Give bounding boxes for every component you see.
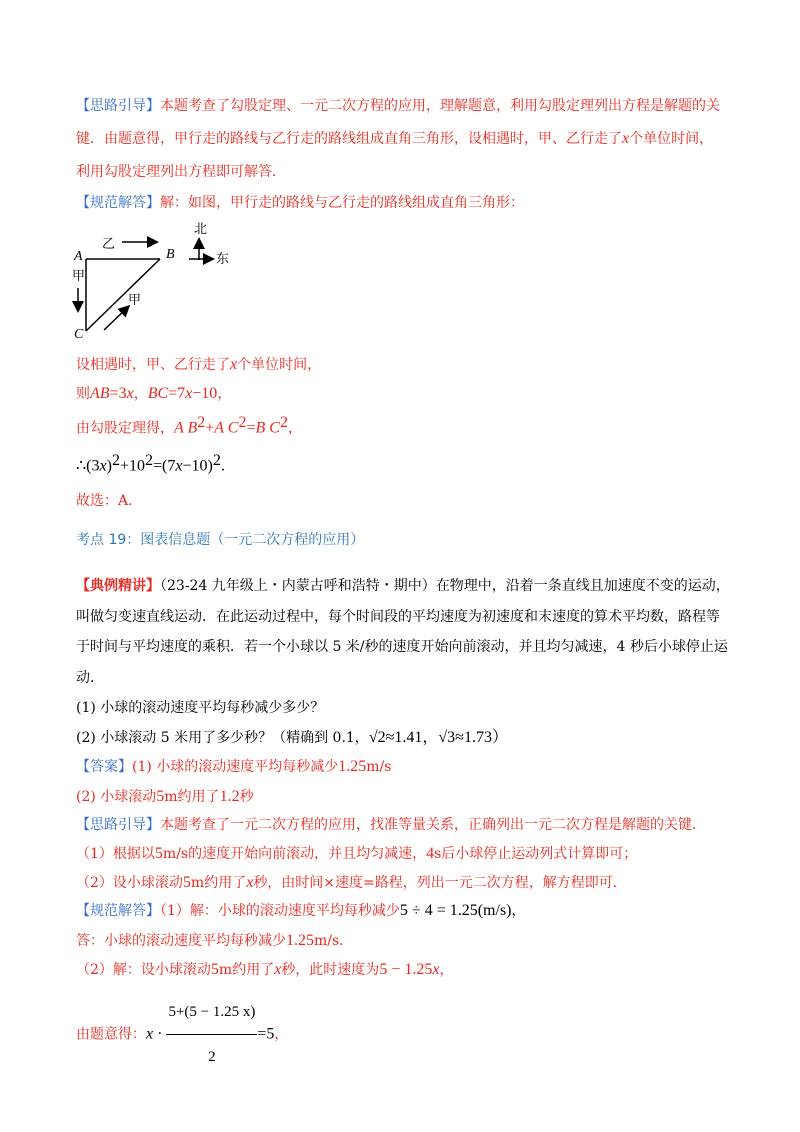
text: 本题考查了一元二次方程的应用，找准等量关系，正确列出一元二次方程是解题的关键． [160,817,706,833]
math-ab: AB [90,385,110,402]
math: =(7 [152,457,176,475]
superscript: 2 [144,452,153,469]
text: 答：小球的滚动速度平均每秒减少 [76,933,286,949]
superscript: 2 [279,414,288,431]
example-line1 [76,576,730,596]
hint1-line3 [76,162,286,182]
example-line4: 动． [76,670,104,686]
text: ， [274,1026,289,1043]
example-source: （23-24 九年级上・内蒙古呼和浩特・期中） [160,578,436,594]
text: m约用了 [164,789,220,805]
math: 5 [156,788,165,805]
math: A C [214,419,239,437]
route-jia-left-label: 甲 [72,269,86,284]
solution1-intro-line [76,193,524,213]
math: A B [174,419,198,437]
text: 秒，由时间×速度=路程，列出一元二次方程，解方程即可． [253,875,627,891]
hint2-tag: 【思路引导】 [76,817,160,833]
math: 5 [210,961,219,978]
answer-text: 故选：A． [76,493,143,509]
text: 秒 [239,789,254,805]
math: B C [255,419,280,437]
route-yi-label: 乙 [102,237,116,252]
math: ∴(3 [76,457,100,475]
var-x: x [274,961,282,978]
solution2-line2 [76,931,353,951]
text: m约用了 [218,962,275,978]
text: （2）解：设小球滚动 [76,962,211,978]
example-line2: 叫做匀变速直线运动．在此运动过程中，每个时间段的平均速度为初速度和末速度的算术平均数，路程等 [76,609,720,625]
text: 由勾股定理得， [76,420,174,437]
vertex-b: B [166,247,175,262]
var-x: x [175,457,183,475]
math: = [246,419,256,437]
hint2-line3 [76,873,627,893]
text: 秒，此时速度为 [281,962,380,978]
text: m/s的速度开始向前滚动，并且均匀减速， [162,846,427,862]
hint1-line2 [76,129,713,149]
hint1-tag: 【思路引导】 [76,98,160,114]
math: =7 [168,385,186,402]
solution1-tag: 【规范解答】 [76,195,160,211]
vertex-c: C [74,327,84,342]
math: 5 ÷ 4 = 1.25 [399,902,478,919]
answer-line2 [76,787,254,807]
math: ) [106,457,112,475]
hint1-text3: 利用勾股定理列出方程即可解答． [76,164,286,180]
text: m/s [366,759,392,775]
var-x: x [230,356,238,373]
question-1: (1) 小球的滚动速度平均每秒减少多少？ [76,700,325,716]
text: （2）设小球滚动 [76,875,183,891]
var-x: x [146,1025,154,1043]
math: 5 [154,845,163,862]
var-x: x [99,457,107,475]
text: m/s． [314,933,354,949]
text: ， [287,420,302,437]
text: s后小球停止运动列式计算即可； [434,846,638,862]
example-tag: 【典例精讲】 [76,578,160,594]
hint1-text2a: 键．由题意得，甲行走的路线与乙行走的路线组成直角三角形，设相遇时，甲、乙行走了 [76,131,622,147]
math-bc: BC [147,385,169,402]
var-x: x [432,961,440,978]
text: ， [217,386,232,402]
question-2 [76,728,508,748]
text: ． [220,458,235,475]
math: −10) [182,457,213,475]
math: 1.25 [286,932,314,949]
math: + [205,419,215,437]
superscript: 2 [238,414,247,431]
hint1-var-x: x [622,130,630,147]
math: · [153,1025,167,1043]
text: ， [439,962,454,978]
math: +10 [119,457,145,475]
math: 1.25 [338,758,367,775]
hint2-line2 [76,844,637,864]
solution2-line4 [76,990,288,1079]
math: 5 [182,874,191,891]
math: 4 [426,845,435,862]
text: (2) 小球滚动 5 米用了多少秒？（精确到 0.1， [76,730,369,746]
solution1-line1 [76,355,321,375]
text: （1）解：小球的滚动速度平均每秒减少 [160,903,400,919]
side-bc [86,259,160,331]
solution2-tag: 【规范解答】 [76,903,160,919]
solution1-intro: 解：如图，甲行走的路线与乙行走的路线组成直角三角形： [160,195,524,211]
vertex-a: A [74,249,83,264]
solution1-line3 [76,413,302,439]
solution1-line2 [76,384,231,404]
text: (2) 小球滚动 [76,789,157,805]
text: 由题意得： [76,1026,146,1043]
math: (m/s) [477,902,512,919]
text: m约用了 [190,875,247,891]
math: =3 [109,385,127,402]
answer-tag: 【答案】 [76,759,132,775]
triangle-route-figure [70,218,270,348]
math: √2≈1.41，√3≈1.73） [368,729,508,746]
math: 5 − 1.25 [379,961,433,978]
route-jia-diag-label: 甲 [128,293,142,308]
text: 则 [76,386,90,402]
text: ， [511,903,526,919]
math: 1.2 [219,788,240,805]
solution1-answer [76,491,142,511]
example-line3: 于时间与平均速度的乘积．若一个小球以 5 米/秒的速度开始向前滚动，并且均匀减速，4 秒后小球停止运 [76,639,728,655]
hint2-line1 [76,815,706,835]
superscript: 2 [197,414,206,431]
var-x: x [246,874,254,891]
hint1-line1 [76,96,720,116]
fraction [166,990,257,1079]
text: （1）根据以 [76,846,155,862]
text: 设相遇时，甲、乙行走了 [76,357,230,373]
text: ， [133,386,148,402]
var-x: x [126,385,134,402]
fraction-denominator: 2 [208,1049,216,1065]
topic-heading: 考点 19：图表信息题（一元二次方程的应用） [76,532,365,548]
north-label: 北 [194,222,208,237]
east-label: 东 [216,252,230,267]
math: −10 [192,385,218,402]
text: 个单位时间， [237,357,322,373]
solution2-line1 [76,901,526,921]
math: =5 [257,1025,275,1043]
text: 在物理中，沿着一条直线且加速度不变的运动， [435,578,730,594]
var-x: x [185,385,193,402]
hint1-text2b: 个单位时间， [629,131,714,147]
answer-line1 [76,757,391,777]
hint1-text1: 本题考查了勾股定理、一元二次方程的应用，理解题意，利用勾股定理列出方程是解题的关 [160,98,720,114]
solution2-line3 [76,960,453,980]
text: (1) 小球的滚动速度平均每秒减少 [132,759,339,775]
fraction-numerator: 5+(5 − 1.25 x) [166,990,257,1035]
superscript: 2 [111,452,120,469]
solution1-line4 [76,451,235,477]
superscript: 2 [212,452,221,469]
